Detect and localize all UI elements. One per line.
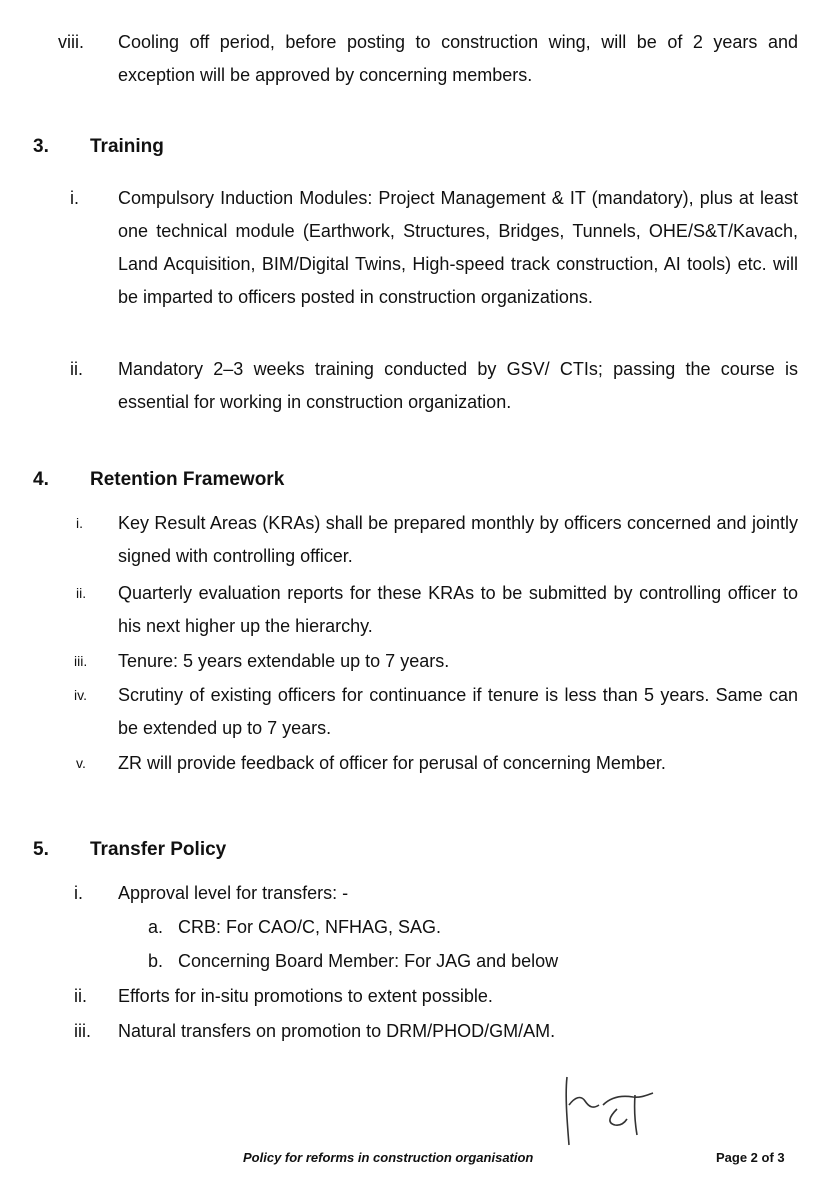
list-marker: iii. xyxy=(74,653,88,669)
list-item-text: Tenure: 5 years extendable up to 7 years. xyxy=(118,651,450,671)
list-marker: iii. xyxy=(74,1021,91,1041)
section-heading-retention xyxy=(0,465,836,495)
list-item-text: Efforts for in-situ promotions to extent possible. xyxy=(118,986,493,1006)
list-item-text: Scrutiny of existing officers for continuance if tenure is less than 5 years. Same can be extended up to 7 years. xyxy=(118,685,798,738)
section-number: 4. xyxy=(33,469,49,490)
list-item-text: Concerning Board Member: For JAG and below xyxy=(178,951,559,971)
section-number: 3. xyxy=(33,136,49,157)
list-marker: a. xyxy=(148,917,164,937)
list-marker: i. xyxy=(74,883,83,903)
list-item-text: Compulsory Induction Modules: Project Management & IT (mandatory), plus at least one technical module (Earthwork, Structures, Bridges, Tunnels, OHE/S&T/Kavach, Land Acquisition, BIM/Digital Twins, High-speed track construction, AI tools) etc. will be imparted to officers posted in construction organizations. xyxy=(118,188,798,307)
section-heading-training xyxy=(0,132,836,162)
list-item-text: Cooling off period, before posting to construction wing, will be of 2 years and exception will be approved by concerning members. xyxy=(118,32,798,85)
list-item-text: CRB: For CAO/C, NFHAG, SAG. xyxy=(178,917,442,937)
list-item-text: Key Result Areas (KRAs) shall be prepared monthly by officers concerned and jointly signed with controlling officer. xyxy=(118,513,798,566)
list-marker: viii. xyxy=(58,32,84,52)
section-title: Training xyxy=(90,136,164,157)
section-number: 5. xyxy=(33,839,49,860)
section-title: Transfer Policy xyxy=(90,839,227,860)
list-item-text: Mandatory 2–3 weeks training conducted by GSV/ CTIs; passing the course is essential for working in construction organization. xyxy=(118,359,798,412)
list-marker: ii. xyxy=(70,359,83,379)
list-marker: ii. xyxy=(76,585,87,601)
list-marker: ii. xyxy=(74,986,87,1006)
list-item-text: Natural transfers on promotion to DRM/PHOD/GM/AM. xyxy=(118,1021,556,1041)
list-item-text: Quarterly evaluation reports for these KRAs to be submitted by controlling officer to his next higher up the hierarchy. xyxy=(118,583,798,636)
list-item-text: ZR will provide feedback of officer for perusal of concerning Member. xyxy=(118,753,666,773)
section-heading-transfer xyxy=(0,835,836,865)
list-marker: b. xyxy=(148,951,164,971)
list-marker: iv. xyxy=(74,687,87,703)
list-marker: i. xyxy=(76,515,83,531)
list-item-text: Approval level for transfers: - xyxy=(118,883,349,903)
section-title: Retention Framework xyxy=(90,469,285,490)
list-marker: i. xyxy=(70,188,79,208)
footer-page-number: Page 2 of 3 xyxy=(716,1150,785,1165)
list-marker: v. xyxy=(76,755,86,771)
signature-mark xyxy=(555,1075,665,1150)
footer-document-title: Policy for reforms in construction organisation xyxy=(243,1150,534,1165)
